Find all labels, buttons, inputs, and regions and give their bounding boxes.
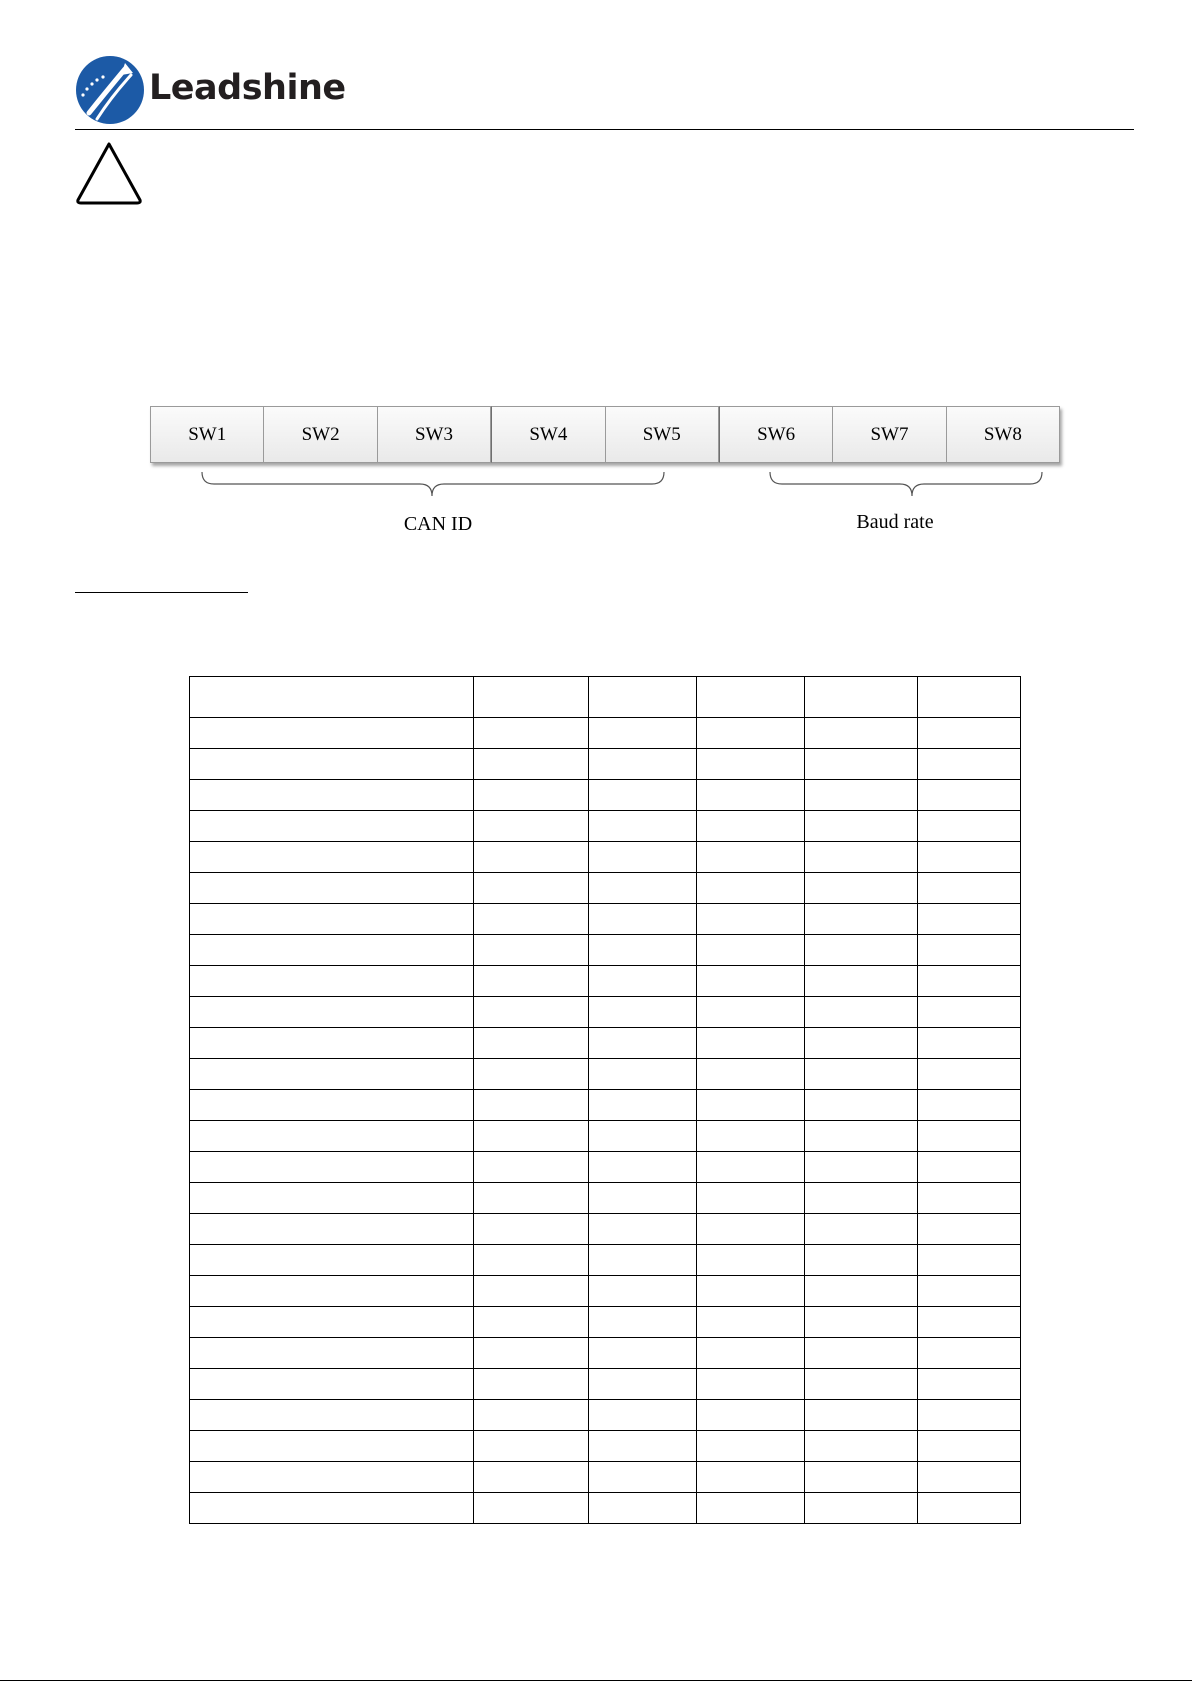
table-row: [190, 811, 1021, 842]
table-cell: [697, 1431, 805, 1462]
table-cell: [474, 749, 589, 780]
table-cell: [805, 1400, 918, 1431]
table-cell: [589, 1090, 697, 1121]
table-cell: [190, 718, 474, 749]
table-cell: [805, 1183, 918, 1214]
dip-switch-sw1: SW1: [150, 406, 264, 463]
table-cell: [805, 997, 918, 1028]
table-row: [190, 1276, 1021, 1307]
table-cell: [805, 1369, 918, 1400]
table-cell: [918, 1028, 1021, 1059]
table-row: [190, 1152, 1021, 1183]
dip-switch-sw4: SW4: [491, 406, 605, 463]
table-cell: [697, 780, 805, 811]
table-cell: [589, 1400, 697, 1431]
table-cell: [589, 904, 697, 935]
table-cell: [589, 1121, 697, 1152]
table-cell: [190, 997, 474, 1028]
table-cell: [474, 1121, 589, 1152]
table-cell: [589, 749, 697, 780]
table-cell: [190, 1214, 474, 1245]
group-braces: [150, 468, 1060, 508]
table-cell: [805, 718, 918, 749]
table-row: [190, 1090, 1021, 1121]
table-cell: [589, 966, 697, 997]
table-cell: [918, 842, 1021, 873]
table-cell: [589, 997, 697, 1028]
table-row: [190, 1431, 1021, 1462]
table-cell: [697, 1276, 805, 1307]
table-cell: [190, 1183, 474, 1214]
table-cell: [697, 1400, 805, 1431]
table-cell: [190, 904, 474, 935]
table-cell: [474, 1400, 589, 1431]
table-cell: [589, 1245, 697, 1276]
dip-switch-sw5: SW5: [606, 406, 719, 463]
table-cell: [918, 677, 1021, 718]
table-cell: [918, 873, 1021, 904]
table-cell: [697, 1183, 805, 1214]
table-cell: [697, 1307, 805, 1338]
table-cell: [918, 1400, 1021, 1431]
table-cell: [190, 811, 474, 842]
table-cell: [474, 1245, 589, 1276]
table-cell: [474, 811, 589, 842]
table-cell: [474, 1152, 589, 1183]
leadshine-logo: [75, 55, 145, 125]
table-cell: [697, 1462, 805, 1493]
table-cell: [190, 873, 474, 904]
table-cell: [474, 1028, 589, 1059]
table-cell: [805, 904, 918, 935]
settings-table-body: [190, 677, 1021, 1524]
can-id-brace: [202, 472, 664, 496]
table-cell: [190, 1090, 474, 1121]
table-cell: [474, 1214, 589, 1245]
table-cell: [805, 1276, 918, 1307]
baud-rate-label: Baud rate: [856, 511, 934, 533]
table-cell: [697, 1059, 805, 1090]
table-cell: [190, 1400, 474, 1431]
table-row: [190, 1338, 1021, 1369]
table-row: [190, 1028, 1021, 1059]
table-cell: [474, 1493, 589, 1524]
dip-switch-sw2: SW2: [264, 406, 377, 463]
table-cell: [474, 966, 589, 997]
table-cell: [918, 1307, 1021, 1338]
table-row: [190, 1493, 1021, 1524]
table-cell: [589, 1307, 697, 1338]
table-cell: [805, 1028, 918, 1059]
table-row: [190, 1369, 1021, 1400]
table-cell: [474, 1276, 589, 1307]
table-cell: [190, 1245, 474, 1276]
table-row: [190, 1307, 1021, 1338]
table-cell: [918, 718, 1021, 749]
dip-switch-diagram: [150, 406, 1060, 586]
table-cell: [918, 997, 1021, 1028]
table-cell: [474, 997, 589, 1028]
table-cell: [190, 935, 474, 966]
table-row: [190, 749, 1021, 780]
warning-triangle-icon: [74, 140, 144, 206]
table-cell: [474, 1431, 589, 1462]
table-row: [190, 1059, 1021, 1090]
table-row: [190, 780, 1021, 811]
table-cell: [190, 1493, 474, 1524]
table-cell: [918, 1493, 1021, 1524]
table-cell: [805, 1090, 918, 1121]
table-cell: [805, 935, 918, 966]
table-cell: [589, 842, 697, 873]
table-row: [190, 1214, 1021, 1245]
table-cell: [190, 1338, 474, 1369]
table-cell: [474, 935, 589, 966]
table-cell: [697, 1121, 805, 1152]
table-cell: [474, 1307, 589, 1338]
table-cell: [918, 1214, 1021, 1245]
table-cell: [918, 1276, 1021, 1307]
table-cell: [697, 1493, 805, 1524]
table-cell: [805, 1152, 918, 1183]
table-cell: [918, 1121, 1021, 1152]
dip-switch-sw8: SW8: [947, 406, 1060, 463]
table-cell: [474, 1090, 589, 1121]
table-row: [190, 1245, 1021, 1276]
table-cell: [474, 873, 589, 904]
table-cell: [918, 749, 1021, 780]
table-cell: [697, 873, 805, 904]
table-cell: [697, 1338, 805, 1369]
table-cell: [190, 1059, 474, 1090]
table-cell: [697, 1369, 805, 1400]
table-cell: [190, 1369, 474, 1400]
table-row: [190, 873, 1021, 904]
table-cell: [589, 677, 697, 718]
table-cell: [190, 1028, 474, 1059]
table-cell: [697, 842, 805, 873]
table-cell: [918, 1152, 1021, 1183]
table-cell: [805, 1245, 918, 1276]
table-cell: [805, 1059, 918, 1090]
settings-table: [189, 676, 1021, 1524]
table-cell: [697, 904, 805, 935]
table-cell: [474, 718, 589, 749]
table-cell: [697, 997, 805, 1028]
table-cell: [589, 1183, 697, 1214]
table-cell: [918, 1462, 1021, 1493]
table-cell: [589, 1152, 697, 1183]
table-row: [190, 966, 1021, 997]
table-cell: [918, 780, 1021, 811]
dip-switch-bar: [150, 406, 1060, 463]
table-cell: [805, 1493, 918, 1524]
table-cell: [190, 1121, 474, 1152]
table-cell: [589, 1462, 697, 1493]
table-cell: [697, 811, 805, 842]
table-cell: [589, 811, 697, 842]
settings-table-container: [189, 676, 1021, 1524]
table-cell: [805, 966, 918, 997]
dip-switch-sw3: SW3: [378, 406, 491, 463]
table-cell: [805, 1431, 918, 1462]
table-cell: [190, 749, 474, 780]
table-cell: [474, 1369, 589, 1400]
table-row: [190, 1462, 1021, 1493]
table-cell: [697, 677, 805, 718]
table-cell: [805, 1307, 918, 1338]
table-cell: [805, 1121, 918, 1152]
table-cell: [589, 1028, 697, 1059]
table-row: [190, 718, 1021, 749]
table-cell: [697, 935, 805, 966]
section-heading-underline: [75, 592, 248, 593]
table-cell: [190, 1462, 474, 1493]
table-cell: [589, 1338, 697, 1369]
header-divider: [75, 129, 1134, 130]
table-cell: [589, 935, 697, 966]
table-cell: [474, 1059, 589, 1090]
table-cell: [805, 842, 918, 873]
table-cell: [805, 1462, 918, 1493]
table-row: [190, 935, 1021, 966]
table-cell: [697, 1090, 805, 1121]
table-cell: [697, 1028, 805, 1059]
table-cell: [805, 780, 918, 811]
baud-rate-brace: [770, 472, 1042, 496]
table-cell: [697, 966, 805, 997]
table-cell: [589, 1431, 697, 1462]
table-cell: [190, 677, 474, 718]
table-cell: [697, 749, 805, 780]
table-cell: [589, 780, 697, 811]
table-row: [190, 1121, 1021, 1152]
table-row: [190, 904, 1021, 935]
table-cell: [918, 1338, 1021, 1369]
table-cell: [589, 1276, 697, 1307]
table-cell: [918, 811, 1021, 842]
table-cell: [805, 749, 918, 780]
table-cell: [474, 1462, 589, 1493]
table-cell: [589, 873, 697, 904]
table-row: [190, 1183, 1021, 1214]
table-cell: [589, 1059, 697, 1090]
table-cell: [918, 1369, 1021, 1400]
table-cell: [918, 1059, 1021, 1090]
table-cell: [918, 966, 1021, 997]
table-cell: [918, 1431, 1021, 1462]
table-cell: [589, 1493, 697, 1524]
table-cell: [805, 1338, 918, 1369]
table-cell: [589, 1369, 697, 1400]
table-cell: [589, 1214, 697, 1245]
table-cell: [918, 1183, 1021, 1214]
can-id-label: CAN ID: [403, 513, 473, 535]
table-cell: [190, 1431, 474, 1462]
table-cell: [190, 780, 474, 811]
table-cell: [474, 780, 589, 811]
table-row: [190, 997, 1021, 1028]
table-cell: [474, 842, 589, 873]
dip-switch-sw6: SW6: [719, 406, 833, 463]
table-cell: [918, 935, 1021, 966]
table-cell: [918, 1090, 1021, 1121]
table-cell: [805, 1214, 918, 1245]
brand-name: Leadshine: [149, 68, 346, 108]
footer-divider: [0, 1680, 1192, 1681]
table-cell: [474, 1338, 589, 1369]
table-row: [190, 842, 1021, 873]
table-cell: [474, 904, 589, 935]
table-header-row: [190, 677, 1021, 718]
table-cell: [190, 842, 474, 873]
table-cell: [190, 1307, 474, 1338]
table-cell: [589, 718, 697, 749]
dip-switch-sw7: SW7: [833, 406, 946, 463]
table-cell: [697, 1214, 805, 1245]
table-cell: [697, 718, 805, 749]
table-cell: [190, 1152, 474, 1183]
table-cell: [697, 1152, 805, 1183]
table-cell: [805, 873, 918, 904]
table-cell: [918, 1245, 1021, 1276]
table-row: [190, 1400, 1021, 1431]
table-cell: [805, 677, 918, 718]
table-cell: [805, 811, 918, 842]
table-cell: [474, 1183, 589, 1214]
table-cell: [190, 966, 474, 997]
table-cell: [190, 1276, 474, 1307]
table-cell: [918, 904, 1021, 935]
table-cell: [474, 677, 589, 718]
table-cell: [697, 1245, 805, 1276]
